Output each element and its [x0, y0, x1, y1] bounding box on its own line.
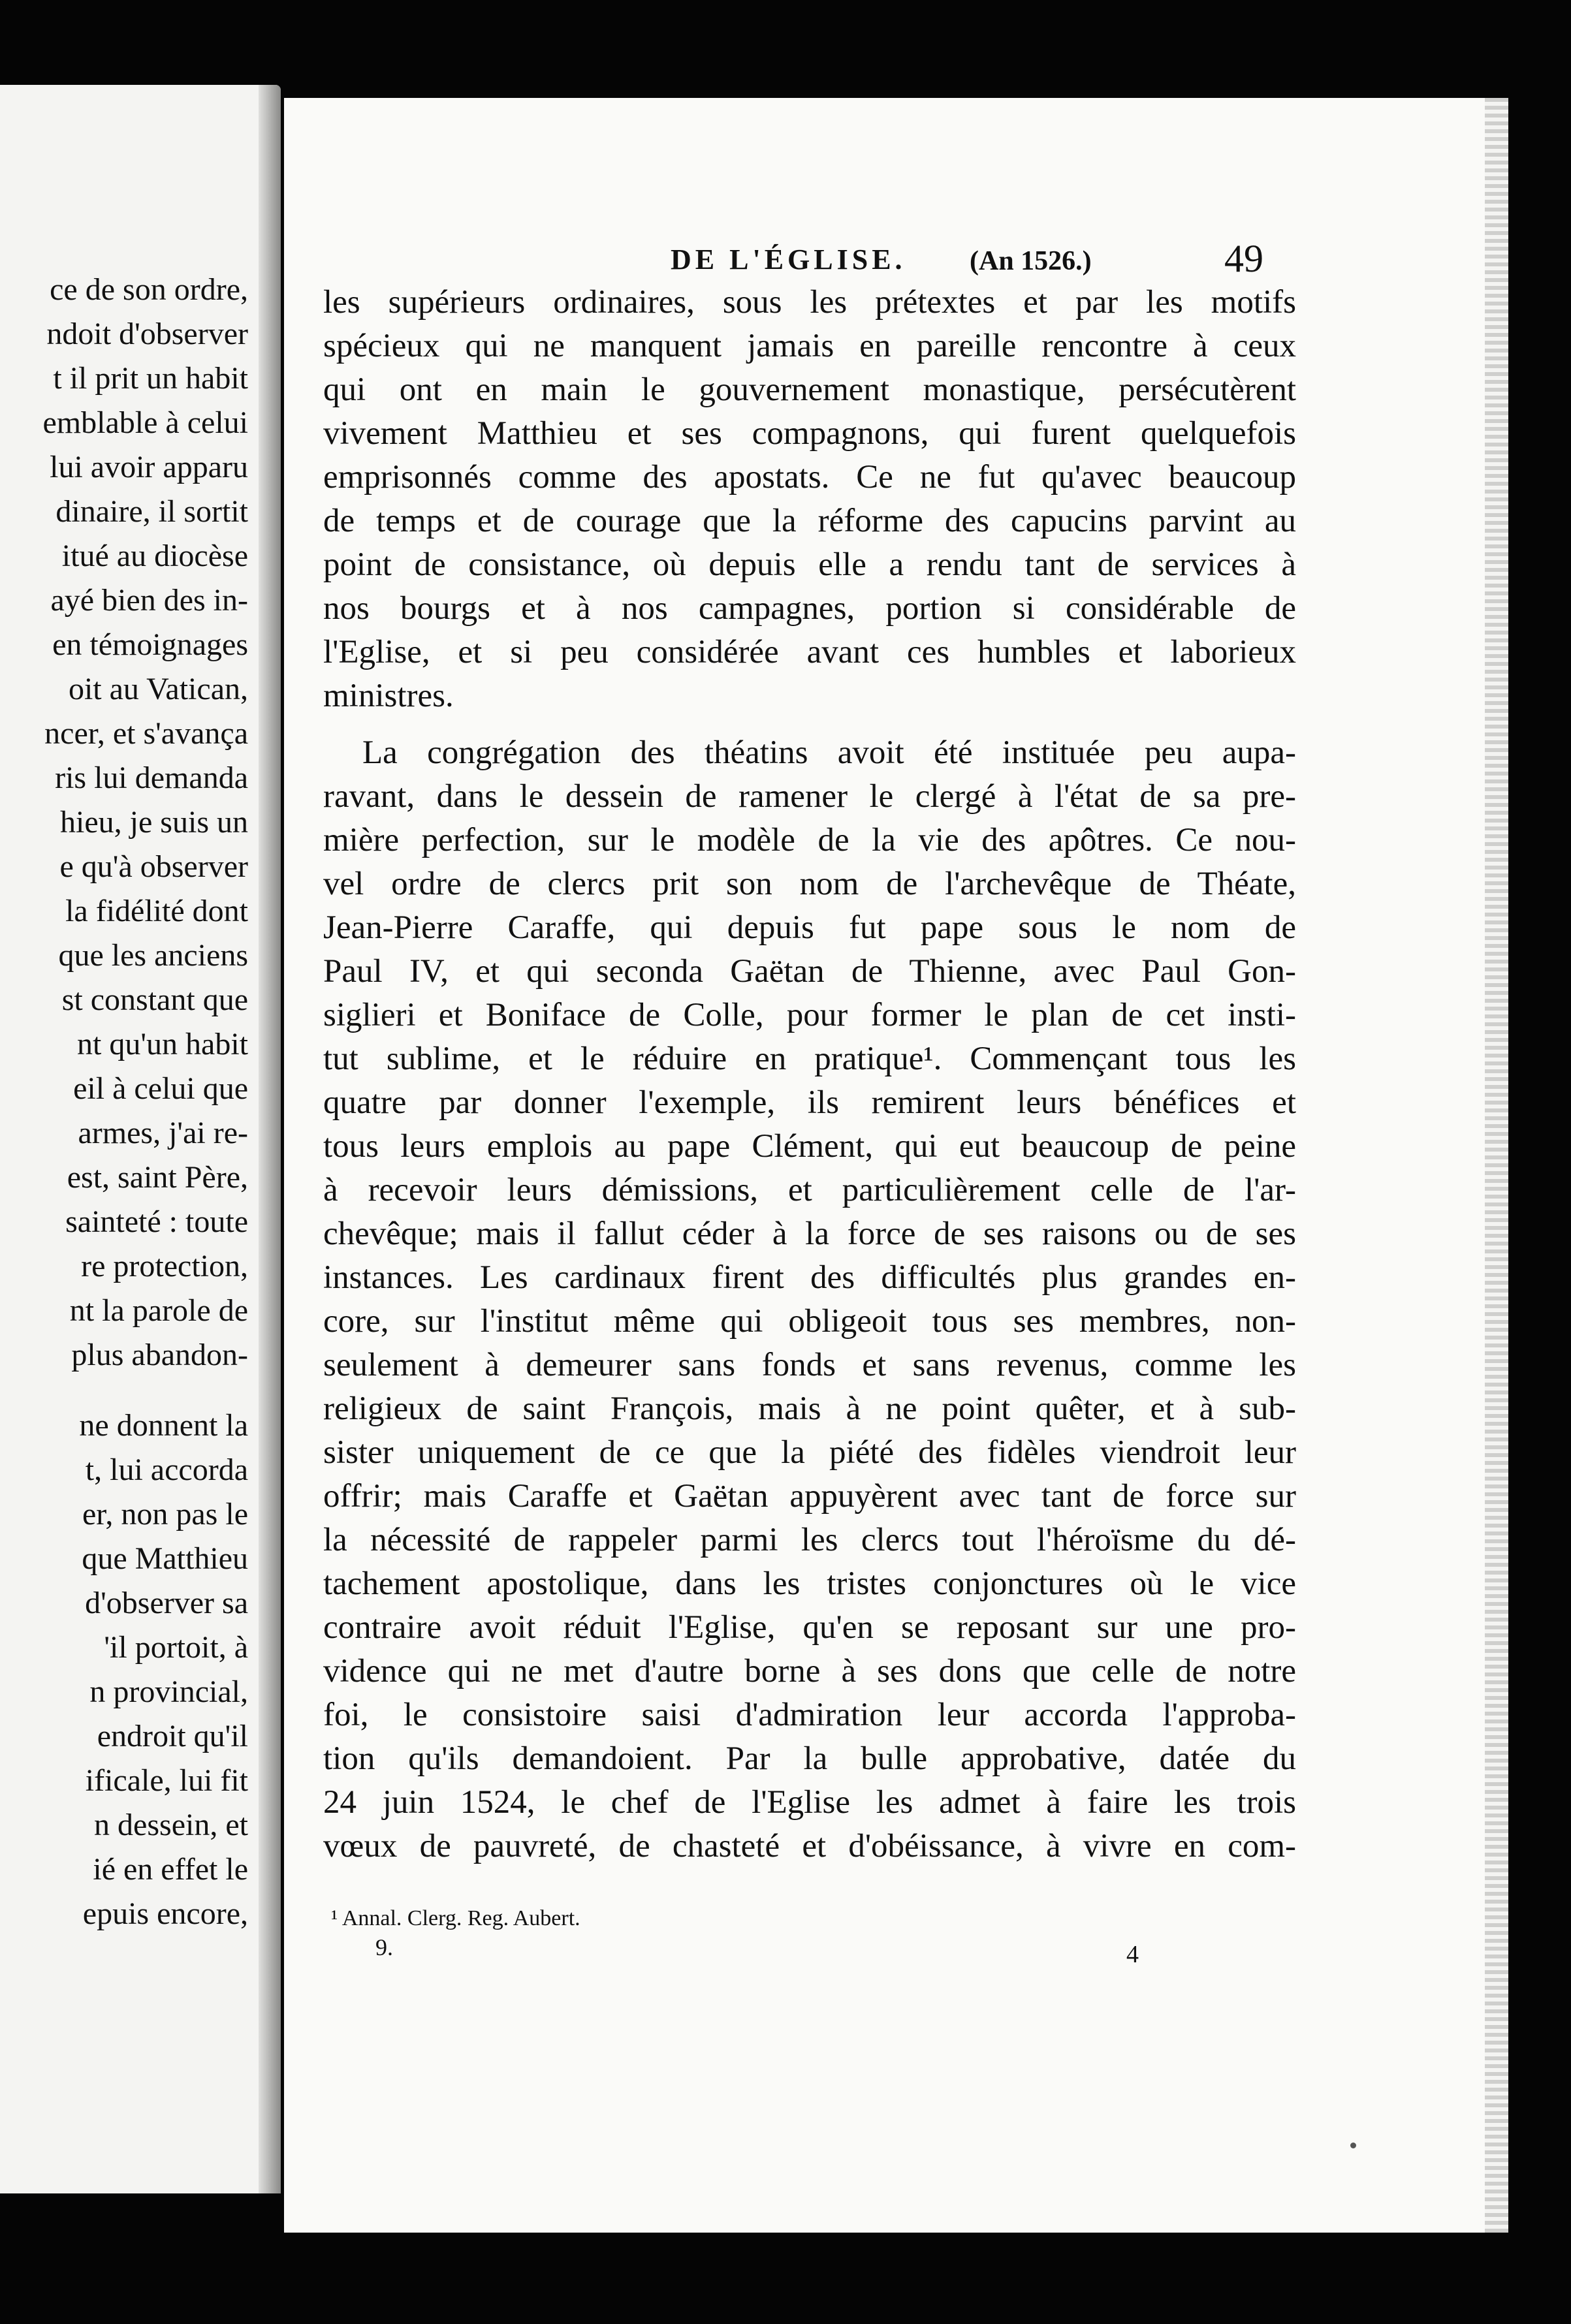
left-page-line: t, lui accorda: [85, 1452, 248, 1487]
text-line: ravant, dans le dessein de ramener le clergé à l'état de sa pre-: [323, 778, 1296, 815]
text-line: instances. Les cardinaux firent des difficultés plus grandes en-: [323, 1259, 1296, 1296]
left-page-line: sainteté : toute: [65, 1204, 248, 1239]
text-line: vel ordre de clercs prit son nom de l'archevêque de Théate,: [323, 866, 1296, 902]
text-line: Jean-Pierre Caraffe, qui depuis fut pape sous le nom de: [323, 909, 1296, 946]
text-line: nos bourgs et à nos campagnes, portion si considérable de: [323, 590, 1296, 627]
text-line: quatre par donner l'exemple, ils remirent leurs bénéfices et: [323, 1084, 1296, 1121]
text-line: les supérieurs ordinaires, sous les prétextes et par les motifs: [323, 284, 1296, 321]
text-line: sister uniquement de ce que la piété des fidèles viendroit leur: [323, 1434, 1296, 1471]
footnote: ¹ Annal. Clerg. Reg. Aubert.: [331, 1906, 580, 1930]
left-page-line: er, non pas le: [82, 1497, 248, 1531]
text-line: foi, le consistoire saisi d'admiration leur accorda l'approba-: [323, 1697, 1296, 1733]
text-line: offrir; mais Caraffe et Gaëtan appuyèrent avec tant de force sur: [323, 1478, 1296, 1515]
left-page-line: e qu'à observer: [59, 849, 248, 884]
left-page-line: ié en effet le: [93, 1852, 248, 1887]
left-page-line: ris lui demanda: [55, 761, 248, 795]
left-page-line: est, saint Père,: [67, 1160, 248, 1195]
left-page-line: hieu, je suis un: [60, 805, 248, 840]
left-page-line: armes, j'ai re-: [78, 1116, 248, 1150]
left-page-line: re protection,: [81, 1249, 248, 1283]
text-line: de temps et de courage que la réforme des capucins parvint au: [323, 503, 1296, 539]
text-line: vidence qui ne met d'autre borne à ses dons que celle de notre: [323, 1653, 1296, 1689]
left-page-line: endroit qu'il: [97, 1719, 248, 1753]
left-page-line: eil à celui que: [73, 1071, 248, 1106]
text-line: mière perfection, sur le modèle de la vie des apôtres. Ce nou-: [323, 822, 1296, 858]
left-page-line: ificale, lui fit: [85, 1763, 248, 1798]
left-page-line: nt la parole de: [69, 1293, 248, 1328]
text-line: religieux de saint François, mais à ne point quêter, et à sub-: [323, 1390, 1296, 1427]
page-edge: [1485, 98, 1508, 2233]
dust-speck: [1350, 2143, 1356, 2148]
text-line: l'Eglise, et si peu considérée avant ces humbles et laborieux: [323, 634, 1296, 670]
left-page-text: [0, 268, 248, 1936]
text-line: vœux de pauvreté, de chasteté et d'obéissance, à vivre en com-: [323, 1828, 1296, 1864]
text-line: la nécessité de rappeler parmi les clercs tout l'héroïsme du dé-: [323, 1522, 1296, 1558]
text-line: 24 juin 1524, le chef de l'Eglise les admet à faire les trois: [323, 1784, 1296, 1821]
text-line: Paul IV, et qui seconda Gaëtan de Thienne, avec Paul Gon-: [323, 953, 1296, 990]
text-line: qui ont en main le gouvernement monastique, persécutèrent: [323, 371, 1296, 408]
text-line: siglieri et Boniface de Colle, pour former le plan de cet insti-: [323, 997, 1296, 1033]
left-page-line: epuis encore,: [82, 1896, 248, 1931]
page-number: 49: [1224, 237, 1263, 280]
left-page: [0, 85, 281, 2193]
left-page-line: lui avoir apparu: [50, 450, 248, 484]
body-text: [323, 281, 1296, 1868]
left-page-line: d'observer sa: [85, 1586, 248, 1620]
text-line: tut sublime, et le réduire en pratique¹. Commençant tous les: [323, 1041, 1296, 1077]
left-page-line: ne donnent la: [79, 1408, 248, 1443]
text-line: tachement apostolique, dans les tristes conjonctures où le vice: [323, 1565, 1296, 1602]
text-line: tous leurs emplois au pape Clément, qui eut beaucoup de peine: [323, 1128, 1296, 1165]
left-page-line: que Matthieu: [82, 1541, 248, 1576]
left-page-line: la fidélité dont: [65, 894, 248, 928]
left-page-line: plus abandon-: [71, 1338, 248, 1372]
left-page-line: t il prit un habit: [53, 361, 248, 396]
left-page-line: nt qu'un habit: [77, 1027, 248, 1061]
running-head-year: (An 1526.): [970, 246, 1092, 276]
text-line: spécieux qui ne manquent jamais en pareille rencontre à ceux: [323, 328, 1296, 364]
left-page-line: dinaire, il sortit: [56, 494, 248, 529]
text-line: ministres.: [323, 678, 454, 714]
left-page-gutter: [259, 85, 281, 2193]
left-page-line: itué au diocèse: [61, 539, 248, 573]
text-line: vivement Matthieu et ses compagnons, qui furent quelquefois: [323, 415, 1296, 452]
running-head-title: DE L'ÉGLISE.: [671, 243, 906, 275]
text-line: seulement à demeurer sans fonds et sans revenus, comme les: [323, 1347, 1296, 1383]
text-line: point de consistance, où depuis elle a rendu tant de services à: [323, 546, 1296, 583]
text-line: tion qu'ils demandoient. Par la bulle approbative, datée du: [323, 1740, 1296, 1777]
left-page-line: 'il portoit, à: [104, 1630, 248, 1665]
left-page-line: emblable à celui: [42, 405, 248, 440]
left-page-line: ndoit d'observer: [46, 317, 248, 351]
left-page-line: n provincial,: [89, 1674, 248, 1709]
text-line: emprisonnés comme des apostats. Ce ne fut qu'avec beaucoup: [323, 459, 1296, 495]
text-line: contraire avoit réduit l'Eglise, qu'en se reposant sur une pro-: [323, 1609, 1296, 1646]
left-page-line: st constant que: [61, 982, 248, 1017]
signature-mark-left: 9.: [375, 1934, 393, 1960]
text-line: à recevoir leurs démissions, et particulièrement celle de l'ar-: [323, 1172, 1296, 1208]
left-page-line: ayé bien des in-: [50, 583, 248, 618]
text-line: chevêque; mais il fallut céder à la force de ses raisons ou de ses: [323, 1216, 1296, 1252]
text-line: La congrégation des théatins avoit été instituée peu aupa-: [362, 734, 1296, 771]
left-page-line: que les anciens: [58, 938, 248, 973]
signature-mark-right: 4: [1126, 1941, 1139, 1968]
left-page-line: en témoignages: [52, 627, 248, 662]
left-page-line: n dessein, et: [94, 1808, 248, 1842]
text-line: core, sur l'institut même qui obligeoit tous ses membres, non-: [323, 1303, 1296, 1340]
left-page-line: oit au Vatican,: [68, 672, 248, 706]
left-page-line: ce de son ordre,: [50, 272, 248, 307]
left-page-line: ncer, et s'avança: [44, 716, 248, 751]
right-page: [284, 98, 1508, 2233]
